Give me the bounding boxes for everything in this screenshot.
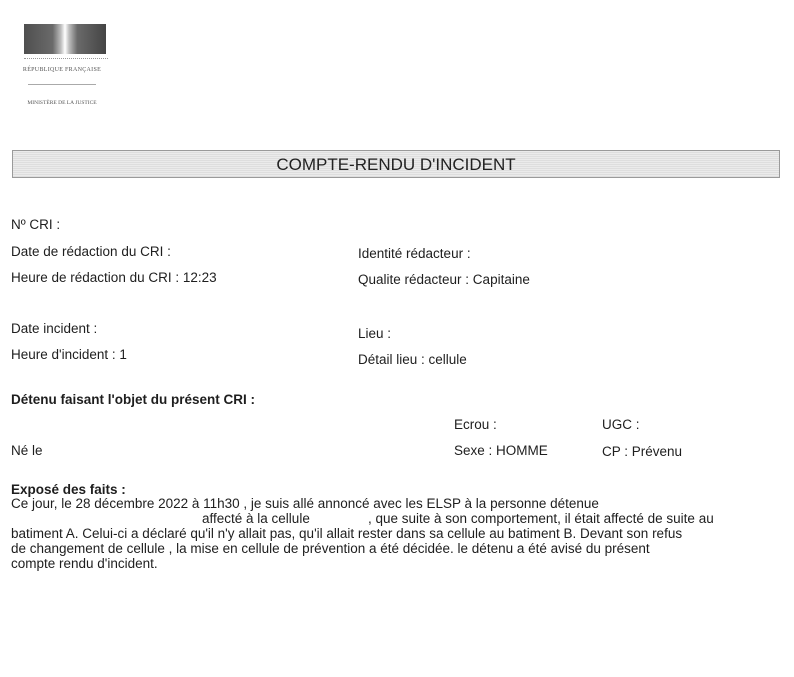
marianne-emblem-icon — [24, 24, 106, 54]
field-qualite-redacteur: Qualite rédacteur : Capitaine — [358, 272, 530, 287]
expose-line-1: Ce jour, le 28 décembre 2022 à 11h30 , je suis allé annoncé avec les ELSP à la personne détenue — [11, 496, 599, 511]
motto-line — [24, 58, 108, 65]
field-date-redaction: Date de rédaction du CRI : — [11, 244, 171, 259]
expose-line-5: compte rendu d'incident. — [11, 556, 158, 571]
field-numero-cri: Nº CRI : — [11, 217, 61, 232]
logo-divider — [28, 84, 96, 85]
field-detail-lieu: Détail lieu : cellule — [358, 352, 467, 367]
field-ne-le: Né le — [11, 443, 43, 458]
field-lieu: Lieu : — [358, 326, 392, 341]
field-date-incident: Date incident : — [11, 321, 98, 336]
expose-heading: Exposé des faits : — [11, 482, 126, 497]
expose-line-3: batiment A. Celui-ci a déclaré qu'il n'y allait pas, qu'il allait rester dans sa cellule au batiment B. Devant son refus — [11, 526, 683, 541]
field-cp: CP : Prévenu — [602, 444, 683, 459]
field-heure-redaction: Heure de rédaction du CRI : 12:23 — [11, 270, 217, 285]
detenu-heading: Détenu faisant l'objet du présent CRI : — [11, 392, 255, 407]
ministry-logo — [10, 14, 114, 106]
expose-line-2a: affecté à la cellule — [202, 511, 310, 526]
field-heure-incident: Heure d'incident : 1 — [11, 347, 127, 362]
field-ecrou: Ecrou : — [454, 417, 497, 432]
expose-line-2b: , que suite à son comportement, il était affecté de suite au — [368, 511, 714, 526]
expose-line-4: de changement de cellule , la mise en cellule de prévention a été décidée. le détenu a été avisé du présent — [11, 541, 650, 556]
field-sexe: Sexe : HOMME — [454, 443, 548, 458]
field-identite-redacteur: Identité rédacteur : — [358, 246, 471, 261]
logo-ministry-text: MINISTÈRE DE LA JUSTICE — [27, 100, 97, 106]
logo-country-text: RÉPUBLIQUE FRANÇAISE — [22, 67, 102, 73]
page-title: COMPTE-RENDU D'INCIDENT — [12, 150, 780, 178]
field-ugc: UGC : — [602, 417, 640, 432]
